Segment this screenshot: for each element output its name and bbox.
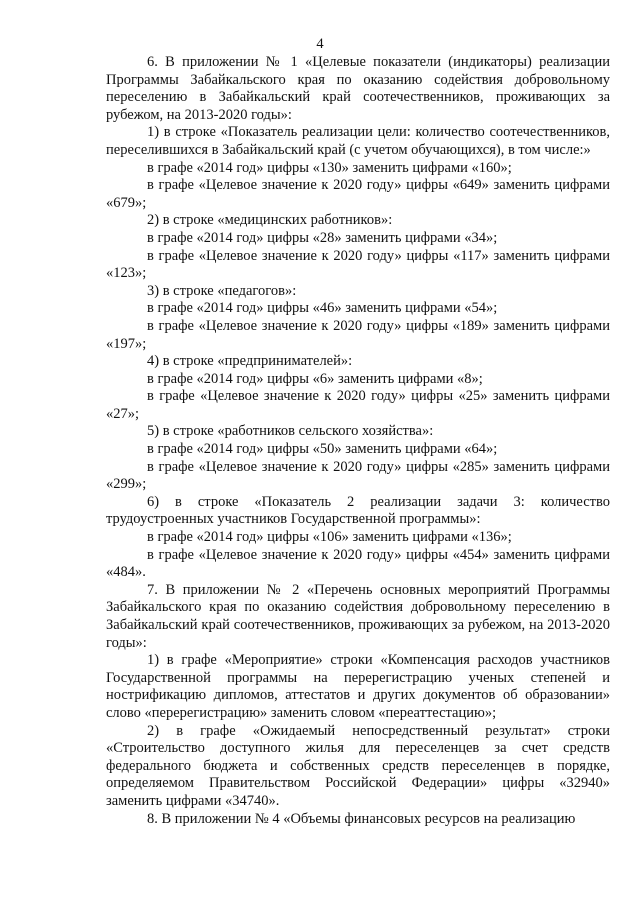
paragraph: 5) в строке «работников сельского хозяйства»: xyxy=(147,423,434,440)
paragraph: 4) в строке «предпринимателей»: xyxy=(147,353,353,370)
paragraph: в графе «2014 год» цифры «106» заменить цифрами «136»; xyxy=(147,529,512,546)
paragraph: 2) в строке «медицинских работников»: xyxy=(147,212,393,229)
paragraph: в графе «2014 год» цифры «130» заменить цифрами «160»; xyxy=(147,159,512,176)
paragraph: в графе «Целевое значение к 2020 году» цифры «285» заменить цифрами «299»; xyxy=(106,458,610,493)
paragraph: в графе «Целевое значение к 2020 году» цифры «649» заменить цифрами «679»; xyxy=(106,177,610,211)
paragraph: в графе «Целевое значение к 2020 году» цифры «25» заменить цифрами «27»; xyxy=(106,388,610,422)
paragraph: 6. В приложении № 1 «Целевые показатели (индикаторы) реализации Программы Забайкальского края по оказанию содействия добровольному переселению в Забайкальский край соотечественников, проживающих за рубежом, на 2013-2020 годы»: xyxy=(106,54,610,123)
page-number: 4 xyxy=(316,36,324,52)
paragraph: 2) в графе «Ожидаемый непосредственный результат» строки «Строительство доступного жилья для переселенцев за счет средств федерального бюджета и собственных средств переселенцев в порядке, определяемом Правительством Российской Федерации» цифры «32940» заменить цифрами «34740». xyxy=(106,722,610,809)
paragraph: в графе «Целевое значение к 2020 году» цифры «189» заменить цифрами «197»; xyxy=(106,317,610,352)
paragraph: в графе «Целевое значение к 2020 году» цифры «117» заменить цифрами «123»; xyxy=(106,247,610,282)
paragraph: 8. В приложении № 4 «Объемы финансовых ресурсов на реализацию xyxy=(147,810,576,827)
paragraph: 3) в строке «педагогов»: xyxy=(147,282,297,299)
paragraph: в графе «2014 год» цифры «6» заменить цифрами «8»; xyxy=(147,370,483,387)
document-body xyxy=(106,54,610,828)
paragraph: 6) в строке «Показатель 2 реализации задачи 3: количество трудоустроенных участников Государственной программы»: xyxy=(106,493,610,528)
paragraph: в графе «2014 год» цифры «50» заменить цифрами «64»; xyxy=(147,441,498,458)
paragraph: 7. В приложении № 2 «Перечень основных мероприятий Программы Забайкальского края по оказанию содействия добровольному переселению в Забайкальский край соотечественников, проживающих за рубежом, на 2013-2020 годы»: xyxy=(106,581,610,651)
paragraph: 1) в строке «Показатель реализации цели: количество соотечественников, переселившихся в Забайкальский край (с учетом обучающихся), в том числе:» xyxy=(106,124,610,158)
paragraph: в графе «2014 год» цифры «46» заменить цифрами «54»; xyxy=(147,300,498,317)
paragraph: в графе «Целевое значение к 2020 году» цифры «454» заменить цифрами «484». xyxy=(106,546,610,581)
paragraph: в графе «2014 год» цифры «28» заменить цифрами «34»; xyxy=(147,229,498,246)
paragraph: 1) в графе «Мероприятие» строки «Компенсация расходов участников Государственной программы на перерегистрацию ученых степеней и нострификацию дипломов, аттестатов и других документов об образовании» слово «перерегистрацию» заменить словом «переаттестацию»; xyxy=(106,652,610,721)
